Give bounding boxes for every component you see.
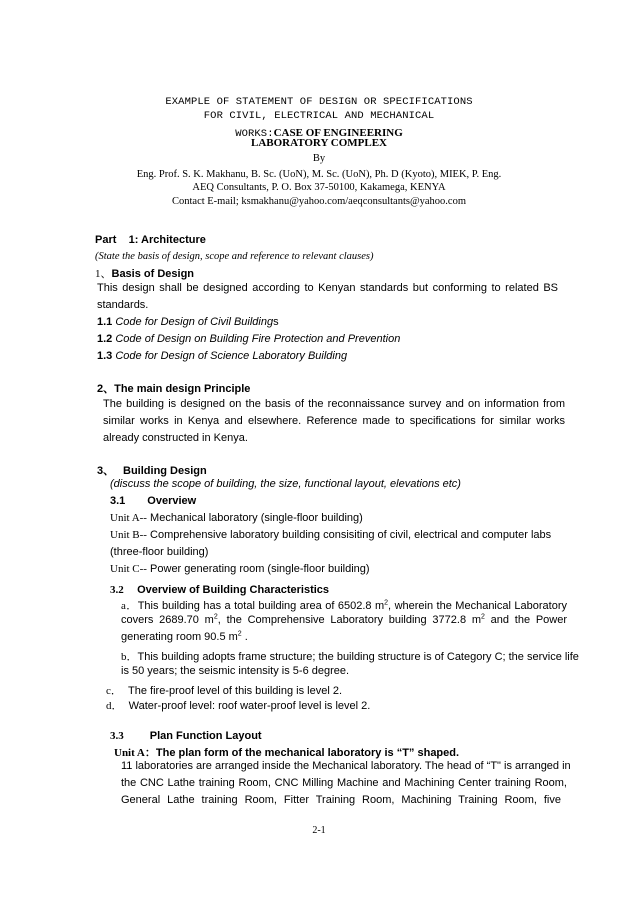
subsection-3-2-heading xyxy=(110,580,329,598)
characteristic-a-text-5: and the Power xyxy=(484,614,567,626)
unit-b-text: Comprehensive laboratory building consisiting of civil, electrical and computer labs xyxy=(146,529,552,541)
title-case-text: CASE OF ENGINEERING xyxy=(273,127,403,139)
unit-b-overview-cont: (three-floor building) xyxy=(110,546,209,558)
section-3-title: Building Design xyxy=(123,465,207,477)
subsection-3-3-heading xyxy=(110,726,262,744)
section-1-para-line-1: This design shall be designed according to Kenyan standards but conforming to related BS xyxy=(97,282,558,294)
layout-para-line-2: the CNC Lathe training Room, CNC Milling Machine and Machining Center training Room, xyxy=(121,777,567,789)
title-works-prefix: WORKS: xyxy=(235,128,274,140)
characteristic-d-label: d． xyxy=(106,700,123,712)
subsection-3-1-number: 3.1 xyxy=(110,495,126,507)
section-1-heading xyxy=(95,264,194,282)
characteristic-a-line-2 xyxy=(121,614,567,626)
layout-para-line-3: General Lathe training Room, Fitter Training Room, Machining Training Room, five xyxy=(121,794,561,806)
section-2-line-2: similar works in Kenya and elsewhere. Reference made to specifications for similar works xyxy=(103,415,565,427)
document-title-line-4: LABORATORY COMPLEX xyxy=(250,137,387,149)
affiliation-line: AEQ Consultants, P. O. Box 37-50100, Kakamega, KENYA xyxy=(192,182,446,193)
characteristic-b-line-2: is 50 years; the seismic intensity is 5-6 degree. xyxy=(121,665,350,677)
layout-para-line-1: 11 laboratories are arranged inside the Mechanical laboratory. The head of “T" is arranged in xyxy=(121,760,571,772)
code-item-tail: s xyxy=(273,316,279,328)
part-note: (State the basis of design, scope and reference to relevant clauses) xyxy=(95,251,374,262)
characteristic-b-label: b． xyxy=(121,651,138,663)
unit-c-overview xyxy=(110,563,370,575)
unit-c-label: Unit C-- xyxy=(110,563,147,575)
code-item-text: Code for Design of Science Laboratory Building xyxy=(115,350,348,362)
code-item-number: 1.1 xyxy=(97,316,113,328)
code-item-text: Code of Design on Building Fire Protection and Prevention xyxy=(115,333,401,345)
page-number: 2-1 xyxy=(312,825,326,836)
part-heading: Part 1: Architecture xyxy=(95,234,206,246)
subsection-3-2-title: Overview of Building Characteristics xyxy=(137,584,330,596)
code-item-text: Code for Design of Civil Building xyxy=(115,316,274,328)
unit-a-layout-heading xyxy=(114,743,459,761)
characteristic-a-label: a． xyxy=(121,600,138,612)
unit-c-text: Power generating room (single-floor building) xyxy=(146,563,370,575)
superscript-2: 2 xyxy=(237,630,242,638)
subsection-3-3-title: Plan Function Layout xyxy=(149,730,262,742)
characteristic-b-text-1: This building adopts frame structure; the building structure is of Category C; the service life xyxy=(137,651,579,663)
characteristic-a-text-7: . xyxy=(241,631,248,643)
contact-line: Contact E-mail; ksmakhanu@yahoo.com/aeqconsultants@yahoo.com xyxy=(171,196,467,207)
author-line: Eng. Prof. S. K. Makhanu, B. Sc. (UoN), M. Sc. (UoN), Ph. D (Kyoto), MIEK, P. Eng. xyxy=(136,169,502,180)
section-2-heading: 2、The main design Principle xyxy=(97,383,251,395)
characteristic-a-line-1 xyxy=(121,597,567,613)
characteristic-c xyxy=(106,682,342,698)
code-item-1-1 xyxy=(97,316,279,328)
code-item-1-3 xyxy=(97,350,347,362)
unit-a-overview xyxy=(110,512,363,524)
section-2-line-1: The building is designed on the basis of the reconnaissance survey and on information from xyxy=(103,398,565,410)
unit-a-layout-text: The plan form of the mechanical laboratory is “T” shaped. xyxy=(155,747,460,759)
characteristic-c-text: The fire-proof level of this building is level 2. xyxy=(128,685,343,697)
subsection-3-1-title: Overview xyxy=(147,495,197,507)
section-1-number: 1、 xyxy=(95,268,112,280)
section-3-number: 3、 xyxy=(97,465,115,477)
subsection-3-2-number: 3.2 xyxy=(110,584,124,596)
superscript-2: 2 xyxy=(481,613,485,621)
document-title-line-1: EXAMPLE OF STATEMENT OF DESIGN OR SPECIFICATIONS xyxy=(165,96,473,108)
section-3-heading xyxy=(97,461,207,479)
document-title-line-2: FOR CIVIL, ELECTRICAL AND MECHANICAL xyxy=(203,110,435,122)
characteristic-a-text-3: covers 2689.70 m xyxy=(121,614,214,626)
unit-a-layout-label: Unit A： xyxy=(114,747,156,759)
characteristic-a-text-2: , wherein the Mechanical Laboratory xyxy=(388,600,567,612)
unit-a-label: Unit A-- xyxy=(110,512,147,524)
section-1-para-line-2: standards. xyxy=(97,299,149,311)
characteristic-a-text-4: , the Comprehensive Laboratory building 3772.8 m xyxy=(217,614,481,626)
by-label: By xyxy=(312,153,326,164)
characteristic-a-line-3 xyxy=(121,631,248,643)
characteristic-a-text-1: This building has a total building area of 6502.8 m xyxy=(137,600,385,612)
characteristic-b-line-1 xyxy=(121,648,579,664)
section-2-line-3: already constructed in Kenya. xyxy=(103,432,248,444)
unit-b-label: Unit B-- xyxy=(110,529,147,541)
code-item-number: 1.2 xyxy=(97,333,113,345)
subsection-3-3-number: 3.3 xyxy=(110,730,124,742)
characteristic-d xyxy=(106,697,370,713)
code-item-1-2 xyxy=(97,333,400,345)
code-item-number: 1.3 xyxy=(97,350,113,362)
unit-a-text: Mechanical laboratory (single-floor building) xyxy=(146,512,363,524)
characteristic-d-text: Water-proof level: roof water-proof level is level 2. xyxy=(128,700,371,712)
characteristic-a-text-6: generating room 90.5 m xyxy=(121,631,238,643)
unit-b-overview xyxy=(110,529,551,541)
subsection-3-1-heading xyxy=(110,495,196,507)
characteristic-c-label: c． xyxy=(106,685,122,697)
section-3-note: (discuss the scope of building, the size, functional layout, elevations etc) xyxy=(110,478,461,490)
superscript-2: 2 xyxy=(384,599,389,607)
section-1-title: Basis of Design xyxy=(111,268,195,280)
superscript-2: 2 xyxy=(213,613,218,621)
